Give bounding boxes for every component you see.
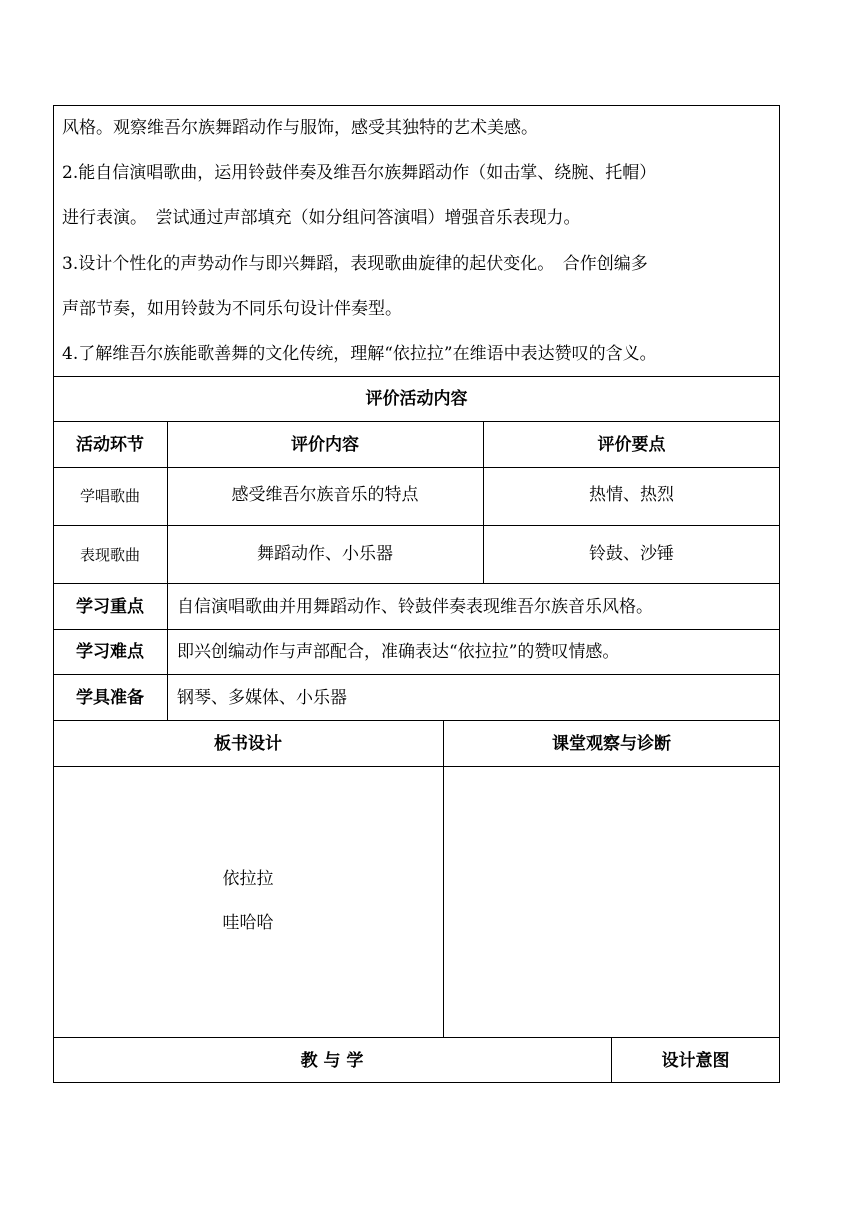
divider (53, 720, 780, 721)
table-cell-stage: 表现歌曲 (79, 546, 140, 564)
table-cell-content: 舞蹈动作、小乐器 (257, 544, 393, 564)
materials-label: 学具准备 (76, 688, 144, 708)
lesson-plan-table (53, 105, 780, 1083)
table-cell-content: 感受维吾尔族音乐的特点 (231, 485, 419, 505)
board-line: 依拉拉 (222, 869, 274, 889)
key-point-value: 自信演唱歌曲并用舞蹈动作、铃鼓伴奏表现维吾尔族音乐风格。 (177, 597, 653, 617)
table-cell-points: 铃鼓、沙锤 (589, 544, 674, 564)
objective-line: 3.设计个性化的声势动作与即兴舞蹈，表现歌曲旋律的起伏变化。 合作创编多 (62, 254, 648, 274)
board-line: 哇哈哈 (222, 913, 274, 933)
header-content: 评价内容 (291, 435, 359, 455)
divider (53, 525, 780, 526)
divider (53, 583, 780, 584)
board-design-header: 板书设计 (214, 734, 282, 754)
objective-line: 2.能自信演唱歌曲，运用铃鼓伴奏及维吾尔族舞蹈动作（如击掌、绕腕、托帽） (62, 163, 657, 183)
teach-learn-header: 教 与 学 (300, 1051, 364, 1071)
difficulty-label: 学习难点 (76, 642, 144, 662)
divider (53, 629, 780, 630)
divider (53, 421, 780, 422)
table-cell-points: 热情、热烈 (589, 485, 674, 505)
divider (53, 376, 780, 377)
header-points: 评价要点 (597, 435, 666, 455)
difficulty-value: 即兴创编动作与声部配合，准确表达“依拉拉”的赞叹情感。 (177, 642, 620, 662)
divider (443, 720, 444, 1037)
design-intent-header: 设计意图 (661, 1051, 730, 1071)
divider (53, 467, 780, 468)
objective-line: 风格。观察维吾尔族舞蹈动作与服饰，感受其独特的艺术美感。 (62, 118, 538, 138)
table-cell-stage: 学唱歌曲 (79, 487, 140, 505)
observation-header: 课堂观察与诊断 (552, 734, 671, 754)
header-stage: 活动环节 (76, 435, 144, 455)
divider (53, 674, 780, 675)
objective-line: 4.了解维吾尔族能歌善舞的文化传统，理解“依拉拉”在维语中表达赞叹的含义。 (62, 344, 657, 364)
divider (53, 766, 780, 767)
evaluation-title: 评价活动内容 (365, 389, 468, 409)
objective-line: 进行表演。 尝试通过声部填充（如分组问答演唱）增强音乐表现力。 (62, 208, 581, 228)
materials-value: 钢琴、多媒体、小乐器 (177, 688, 347, 708)
key-point-label: 学习重点 (76, 597, 144, 617)
divider (167, 421, 168, 720)
divider (53, 1037, 780, 1038)
objective-line: 声部节奏，如用铃鼓为不同乐句设计伴奏型。 (62, 299, 402, 319)
